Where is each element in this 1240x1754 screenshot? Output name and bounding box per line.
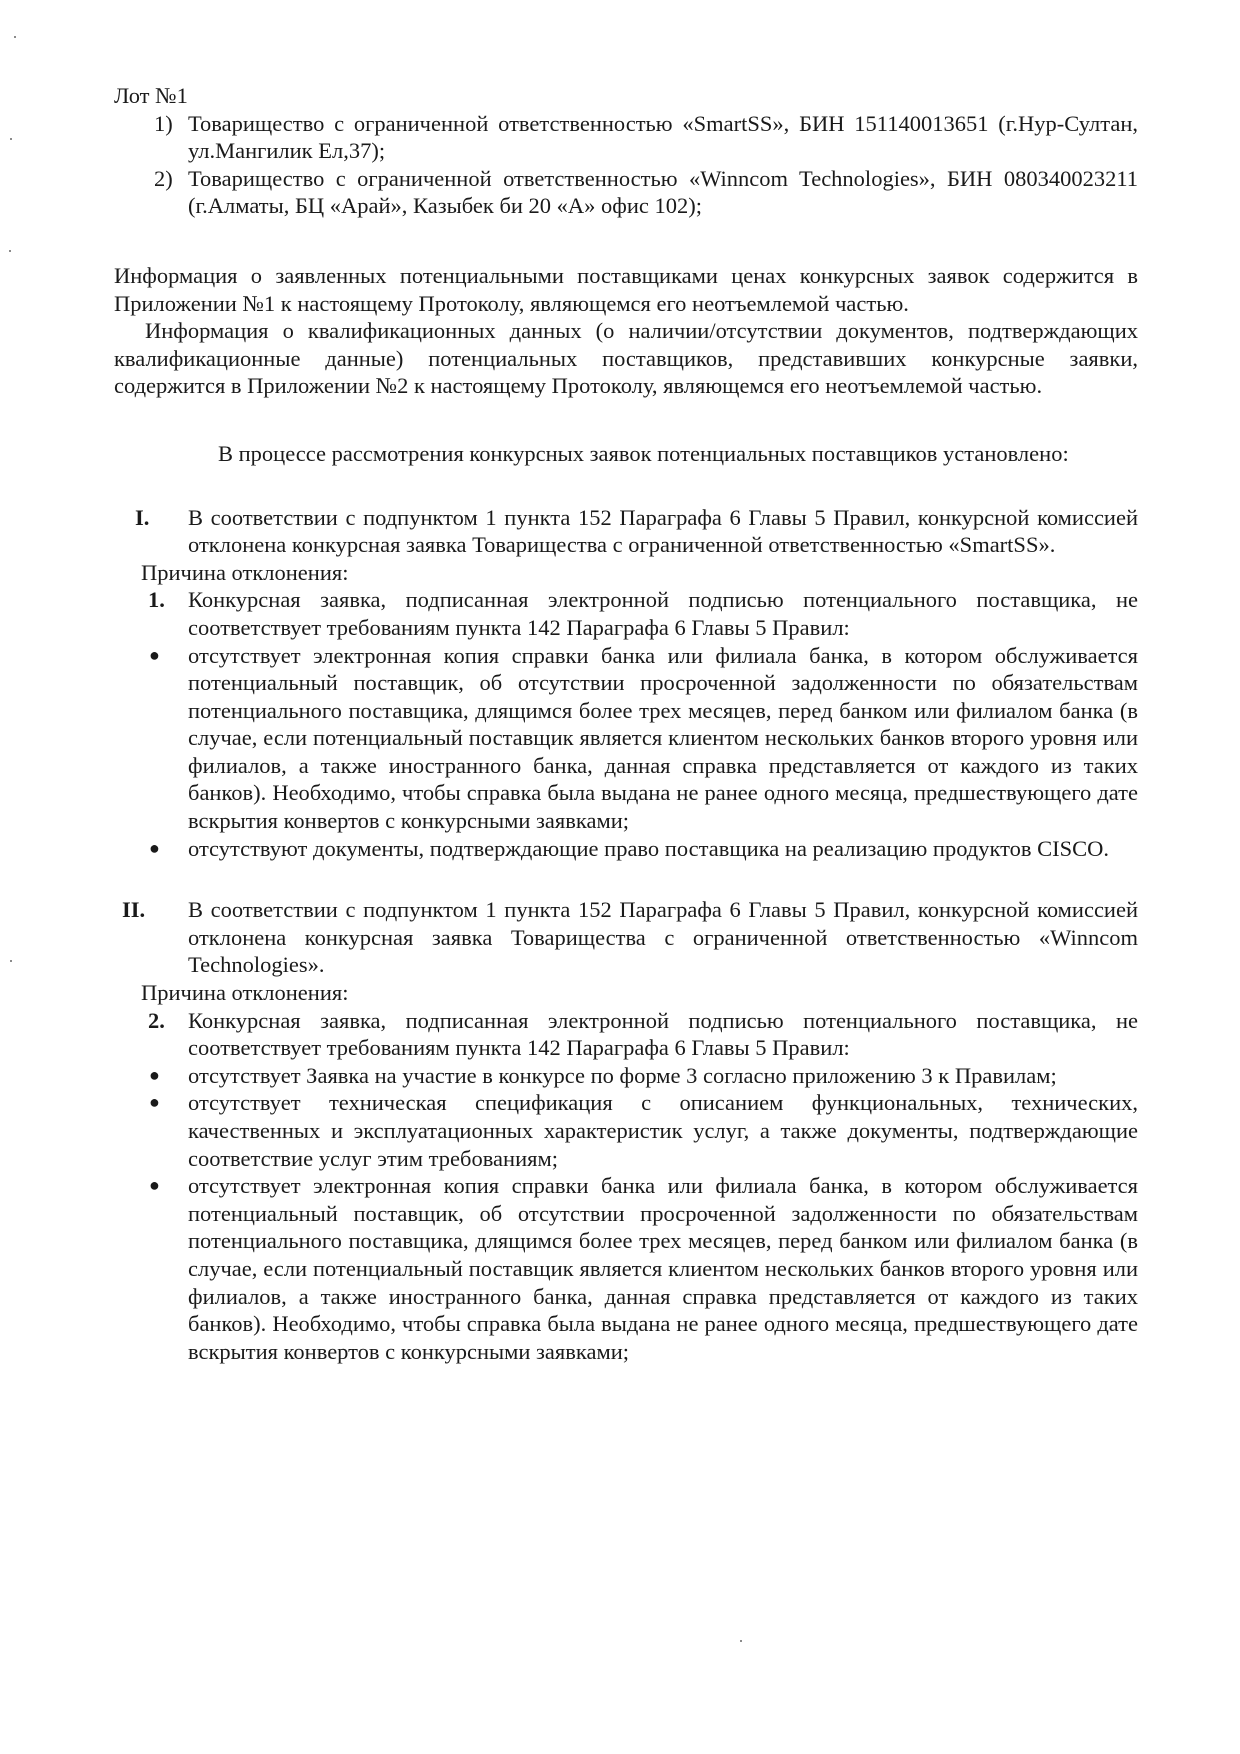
bullet-text: отсутствуют документы, подтверждающие право поставщика на реализацию продуктов CISCO. <box>188 835 1110 861</box>
supplier-item <box>114 165 1138 220</box>
document-content <box>114 82 1138 1365</box>
bullet-item <box>114 1172 1138 1365</box>
section-number: I. <box>135 504 150 530</box>
supplier-list <box>114 110 1138 220</box>
info-qualification-paragraph: Информация о квалификационных данных (о наличии/отсутствии документов, подтверждающих квалификационные данные) потенциальных поставщиков, представивших конкурсные заявки, содержится в Приложении №2 к настоящему Протоколу, являющемся его неотъемлемой частью. <box>114 318 1138 399</box>
supplier-text: Товарищество с ограниченной ответственностью «SmartSS», БИН 151140013651 (г.Нур-Султан, ул.Мангилик Ел,37); <box>188 110 1138 164</box>
reason-text: Конкурсная заявка, подписанная электронной подписью потенциального поставщика, не соответствует требованиям пункта 142 Параграфа 6 Главы 5 Правил: <box>188 587 1138 640</box>
scan-speck <box>740 1640 742 1642</box>
rejection-reason-label: Причина отклонения: <box>141 559 349 585</box>
supplier-item <box>114 110 1138 165</box>
bullet-item <box>114 1089 1138 1172</box>
supplier-number: 2) <box>154 165 173 191</box>
review-intro-paragraph: В процессе рассмотрения конкурсных заявок потенциальных поставщиков установлено: <box>218 440 1069 466</box>
rejection-reason-label: Причина отклонения: <box>141 980 349 1006</box>
section-text: В соответствии с подпунктом 1 пункта 152 Параграфа 6 Главы 5 Правил, конкурсной комиссией отклонена конкурсная заявка Товарищества с ограниченной ответственностью «SmartSS». <box>188 504 1138 558</box>
scan-speck <box>10 960 12 962</box>
bullet-text: отсутствует электронная копия справки банка или филиала банка, в котором обслуживается потенциальный поставщик, об отсутствии просроченной задолженности по обязательствам потенциального поставщика, длящимся более трех месяцев, перед банком или филиалом банка (в случае, если потенциальный поставщик является клиентом нескольких банков второго уровня или филиалов, а также иностранного банка, данная справка представляется от каждого из таких банков). Необходимо, чтобы справка была выдана не ранее одного месяца, предшествующего дате вскрытия конвертов с конкурсными заявками; <box>188 1173 1138 1364</box>
bullet-text: отсутствует Заявка на участие в конкурсе по форме 3 согласно приложению 3 к Правилам; <box>188 1062 1057 1088</box>
section-text: В соответствии с подпунктом 1 пункта 152 Параграфа 6 Главы 5 Правил, конкурсной комиссией отклонена конкурсная заявка Товарищества с ограниченной ответственностью «Winncom Technologies». <box>188 897 1138 978</box>
bullet-item <box>114 835 1138 863</box>
info-prices-paragraph: Информация о заявленных потенциальными поставщиками ценах конкурсных заявок содержится в Приложении №1 к настоящему Протоколу, являющемся его неотъемлемой частью. <box>114 262 1138 316</box>
bullet-text: отсутствует электронная копия справки банка или филиала банка, в котором обслуживается потенциальный поставщик, об отсутствии просроченной задолженности по обязательствам потенциального поставщика, длящимся более трех месяцев, перед банком или филиалом банка (в случае, если потенциальный поставщик является клиентом нескольких банков второго уровня или филиалов, а также иностранного банка, данная справка представляется от каждого из таких банков). Необходимо, чтобы справка была выдана не ранее одного месяца, предшествующего дате вскрытия конвертов с конкурсными заявками; <box>188 642 1138 834</box>
reason-number: 2. <box>148 1007 165 1033</box>
reason-number: 1. <box>148 587 165 613</box>
bullet-icon: ● <box>149 1175 160 1196</box>
supplier-text: Товарищество с ограниченной ответственностью «Winncom Technologies», БИН 080340023211 (г.Алматы, БЦ «Арай», Казыбек би 20 «А» офис 102); <box>188 165 1138 219</box>
section-1 <box>114 504 1138 559</box>
section-2 <box>114 896 1138 979</box>
scan-speck <box>9 250 11 252</box>
bullet-icon: ● <box>149 1064 160 1085</box>
section-number: II. <box>122 897 146 923</box>
bullet-item <box>114 642 1138 835</box>
reason-item <box>114 586 1138 641</box>
scan-speck <box>14 36 16 38</box>
bullet-item <box>114 1062 1138 1090</box>
bullet-icon: ● <box>149 837 160 858</box>
bullet-text: отсутствует техническая спецификация с описанием функциональных, технических, качественных и эксплуатационных характеристик услуг, а также документы, подтверждающие соответствие услуг этим требованиям; <box>188 1090 1138 1171</box>
bullet-icon: ● <box>149 1092 160 1113</box>
reason-item <box>114 1007 1138 1062</box>
scan-speck <box>10 138 12 140</box>
bullet-icon: ● <box>149 644 160 665</box>
lot-title: Лот №1 <box>114 83 188 108</box>
supplier-number: 1) <box>154 110 173 136</box>
reason-text: Конкурсная заявка, подписанная электронной подписью потенциального поставщика, не соответствует требованиям пункта 142 Параграфа 6 Главы 5 Правил: <box>188 1007 1138 1061</box>
